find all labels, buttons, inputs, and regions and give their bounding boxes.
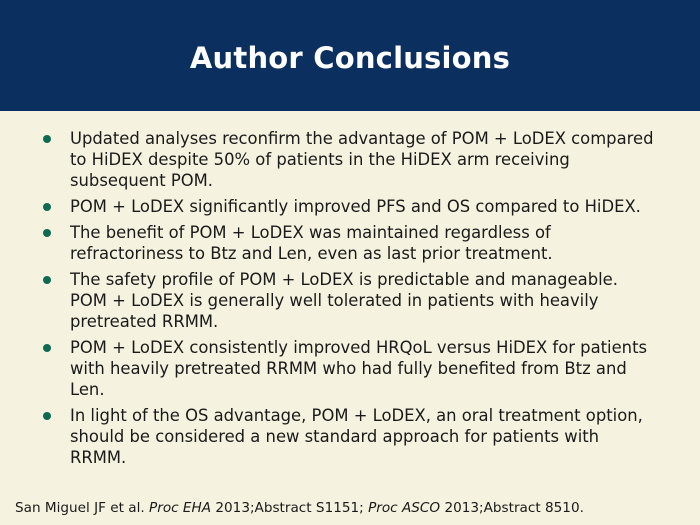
bullet-dot-icon	[43, 276, 51, 284]
citation-journal-asco: Proc ASCO	[368, 500, 441, 516]
title-bar	[0, 0, 700, 111]
bullet-list	[0, 128, 700, 473]
slide-title: Author Conclusions	[189, 40, 511, 75]
bullet-item	[0, 337, 700, 400]
bullet-text: In light of the OS advantage, POM + LoDEX, an oral treatment option, should be considered a new standard approach for patients with RRMM.	[70, 406, 643, 467]
citation-authors: San Miguel JF et al.	[15, 500, 145, 516]
bullet-item	[0, 196, 700, 217]
bullet-item	[0, 269, 700, 332]
bullet-text: POM + LoDEX significantly improved PFS and OS compared to HiDEX.	[70, 197, 641, 216]
bullet-text: Updated analyses reconfirm the advantage of POM + LoDEX compared to HiDEX despite 50% of patients in the HiDEX arm receiving subsequent POM.	[70, 129, 654, 190]
bullet-dot-icon	[43, 344, 51, 352]
bullet-text: POM + LoDEX consistently improved HRQoL versus HiDEX for patients with heavily pretreated RRMM who had fully benefited from Btz and Len.	[70, 338, 648, 399]
bullet-text: The benefit of POM + LoDEX was maintained regardless of refractoriness to Btz and Len, even as last prior treatment.	[70, 223, 553, 263]
bullet-text: The safety profile of POM + LoDEX is predictable and manageable. POM + LoDEX is generally well tolerated in patients with heavily pretreated RRMM.	[70, 270, 618, 331]
bullet-item	[0, 405, 700, 468]
bullet-dot-icon	[43, 412, 51, 420]
bullet-dot-icon	[43, 229, 51, 237]
citation	[15, 500, 584, 516]
bullet-item	[0, 128, 700, 191]
citation-journal-eha: Proc EHA	[149, 500, 212, 516]
citation-ref-eha: 2013;Abstract S1151;	[215, 500, 364, 516]
bullet-dot-icon	[43, 135, 51, 143]
citation-ref-asco: 2013;Abstract 8510.	[444, 500, 584, 516]
bullet-item	[0, 222, 700, 264]
bullet-dot-icon	[43, 203, 51, 211]
